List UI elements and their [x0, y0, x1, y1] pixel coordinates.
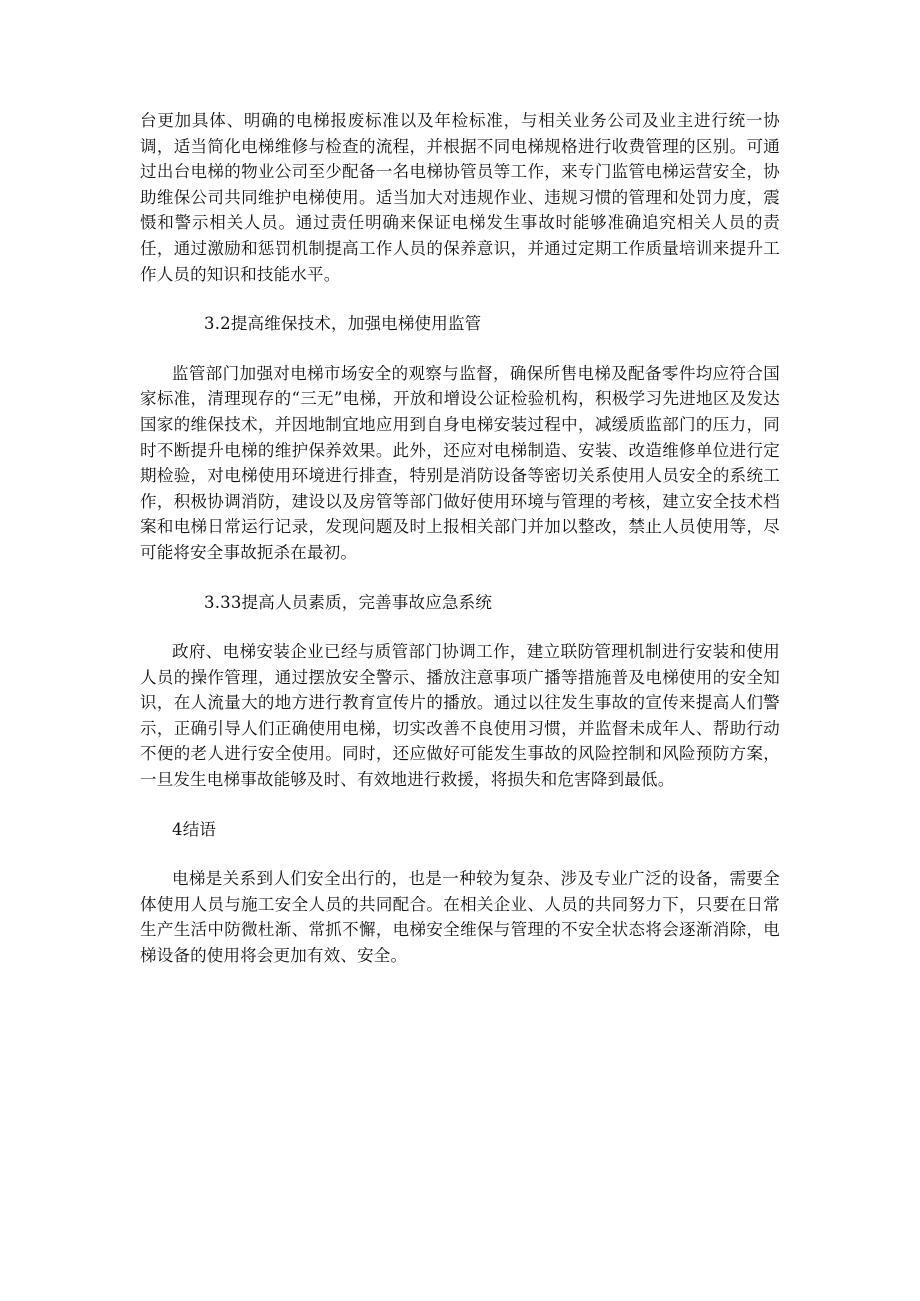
- section-heading-3-2: [140, 311, 780, 337]
- section-number: 3.2: [204, 314, 231, 334]
- section-title: 提高维保技术，加强电梯使用监管: [230, 314, 482, 334]
- document-body: [140, 108, 780, 969]
- section-heading-4-conclusion: 4结语: [172, 819, 217, 839]
- paragraph-regulation-standards: 台更加具体、明确的电梯报废标准以及年检标准，与相关业务公司及业主进行统一协调，适当简化电梯维修与检查的流程，并根据不同电梯规格进行收费管理的区别。可通过出台电梯的物业公司至少配备一名电梯协管员等工作，来专门监管电梯运营安全，协助维保公司共同维护电梯使用。适当加大对违规作业、违规习惯的管理和处罚力度，震慑和警示相关人员。通过责任明确来保证电梯发生事故时能够准确追究相关人员的责任，通过激励和惩罚机制提高工作人员的保养意识，并通过定期工作质量培训来提升工作人员的知识和技能水平。: [140, 111, 780, 284]
- paragraph-maintenance-supervision: 监管部门加强对电梯市场安全的观察与监督，确保所售电梯及配备零件均应符合国家标准，清理现存的“三无”电梯，开放和增设公证检验机构，积极学习先进地区及发达国家的维保技术，并因地制宜地应用到自身电梯安装过程中，减缓质监部门的压力，同时不断提升电梯的维护保养效果。此外，还应对电梯制造、安装、改造维修单位进行定期检验，对电梯使用环境进行排查，特别是消防设备等密切关系使用人员安全的系统工作，积极协调消防，建设以及房管等部门做好使用环境与管理的考核，建立安全技术档案和电梯日常运行记录，发现问题及时上报相关部门并加以整改，禁止人员使用等，尽可能将安全事故扼杀在最初。: [140, 363, 780, 562]
- section-number: 3.3: [204, 592, 231, 612]
- section-title: 3提高人员素质，完善事故应急系统: [230, 592, 493, 612]
- paragraph-personnel-quality: 政府、电梯安装企业已经与质管部门协调工作，建立联防管理机制进行安装和使用人员的操作管理，通过摆放安全警示、播放注意事项广播等措施普及电梯使用的安全知识，在人流量大的地方进行教育宣传片的播放。通过以往发生事故的宣传来提高人们警示，正确引导人们正确使用电梯，切实改善不良使用习惯，并监督未成年人、帮助行动不便的老人进行安全使用。同时，还应做好可能发生事故的风险控制和风险预防方案，一旦发生电梯事故能够及时、有效地进行救援，将损失和危害降到最低。: [140, 642, 780, 790]
- section-heading-3-3: [140, 590, 780, 616]
- paragraph-conclusion: 电梯是关系到人们安全出行的，也是一种较为复杂、涉及专业广泛的设备，需要全体使用人员与施工安全人员的共同配合。在相关企业、人员的共同努力下，只要在日常生产生活中防微杜渐、常抓不懈，电梯安全维保与管理的不安全状态将会逐渐消除，电梯设备的使用将会更加有效、安全。: [140, 869, 780, 966]
